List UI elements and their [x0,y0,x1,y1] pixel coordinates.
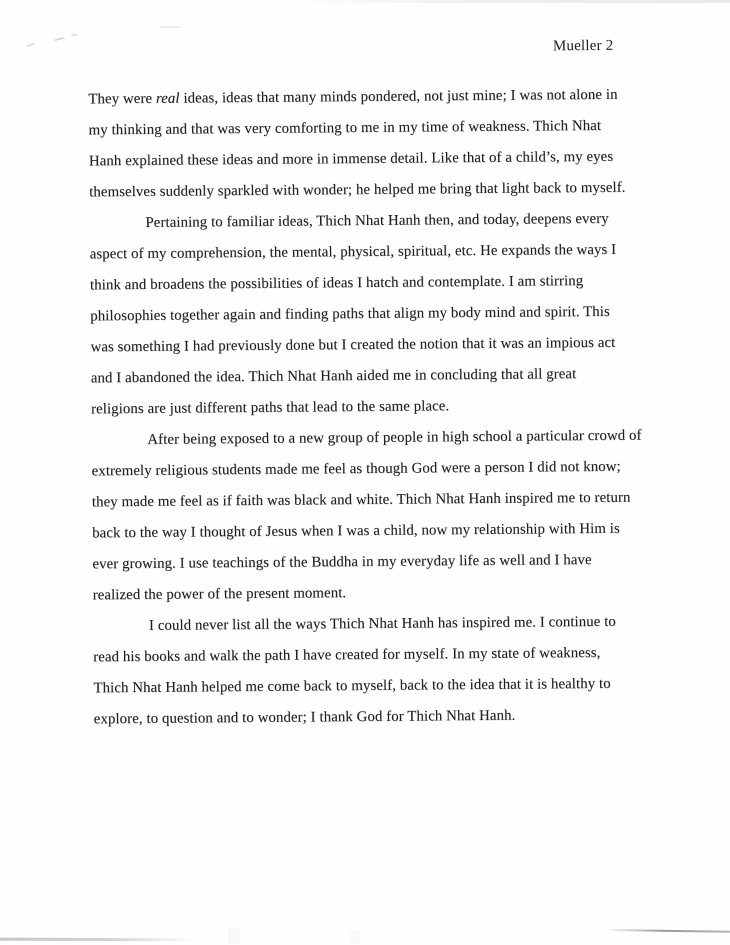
text-segment: I could never list all the ways Thich Nhat Hanh has inspired me. I continue to [148,613,616,634]
text-segment: They were [88,90,156,108]
essay-line [88,79,673,115]
essay-line [89,172,674,208]
text-segment: Hanh explained these ideas and more in immense detail. Like that of a child’s, my eyes [88,148,614,170]
paragraph-first-line [93,606,678,642]
essay-line [92,482,677,518]
essay-line [91,389,676,425]
essay-line [94,699,679,735]
essay-line [89,110,674,146]
essay-line [89,141,674,177]
text-segment: philosophies together again and finding paths that align my body mind and spirit. This [90,303,610,325]
text-segment: religions are just different paths that lead to the same place. [91,398,450,418]
scan-smudge [228,928,240,944]
text-segment: back to the way I thought of Jesus when I was a child, now my relationship with Him is [92,520,620,542]
essay-line [92,544,677,580]
text-segment: and I abandoned the idea. Thich Nhat Hanh aided me in concluding that all great [90,366,577,387]
scan-smudge [350,930,360,944]
essay-line [90,296,675,332]
text-segment: extremely religious students made me feel as though God were a person I did not know; [91,458,621,480]
page-header-author-page-number: Mueller 2 [552,37,614,55]
essay-line [93,637,678,673]
text-segment: themselves suddenly sparkled with wonder; he helped me bring that light back to myself. [89,179,626,201]
essay-line [91,358,676,394]
essay-line [92,513,677,549]
essay-line [91,451,676,487]
text-segment: Thich Nhat Hanh helped me come back to myself, back to the idea that it is healthy to [93,675,611,697]
text-segment: think and broadens the possibilities of ideas I hatch and contemplate. I am stirring [89,273,584,294]
text-segment: After being exposed to a new group of people in high school a particular crowd of [147,427,642,448]
italic-word: real [155,90,180,107]
text-segment: ever growing. I use teachings of the Buddha in my everyday life as well and I have [92,552,592,573]
text-segment: realized the power of the present moment. [92,585,347,604]
text-segment: explore, to question and to wonder; I thank God for Thich Nhat Hanh. [93,707,516,728]
text-segment: my thinking and that was very comforting to me in my time of weakness. Thich Nhat [88,117,602,139]
essay-line [90,327,675,363]
essay-line [93,668,678,704]
text-segment: Pertaining to familiar ideas, Thich Nhat Hanh then, and today, deepens every [145,210,609,231]
text-segment: they made me feel as if faith was black and white. Thich Nhat Hanh inspired me to return [91,489,631,511]
text-segment: ideas, ideas that many minds pondered, not just mine; I was not alone in [179,86,618,107]
essay-line [90,265,675,301]
essay-line [93,575,678,611]
text-segment: was something I had previously done but I created the notion that it was an impious act [90,334,616,356]
text-segment: read his books and walk the path I have created for myself. In my state of weakness, [93,644,601,666]
essay-line [90,234,675,270]
paragraph-first-line [89,203,674,239]
paragraph-first-line [91,420,676,456]
text-segment: aspect of my comprehension, the mental, physical, spiritual, etc. He expands the ways I [89,241,617,263]
essay-body [88,79,679,735]
